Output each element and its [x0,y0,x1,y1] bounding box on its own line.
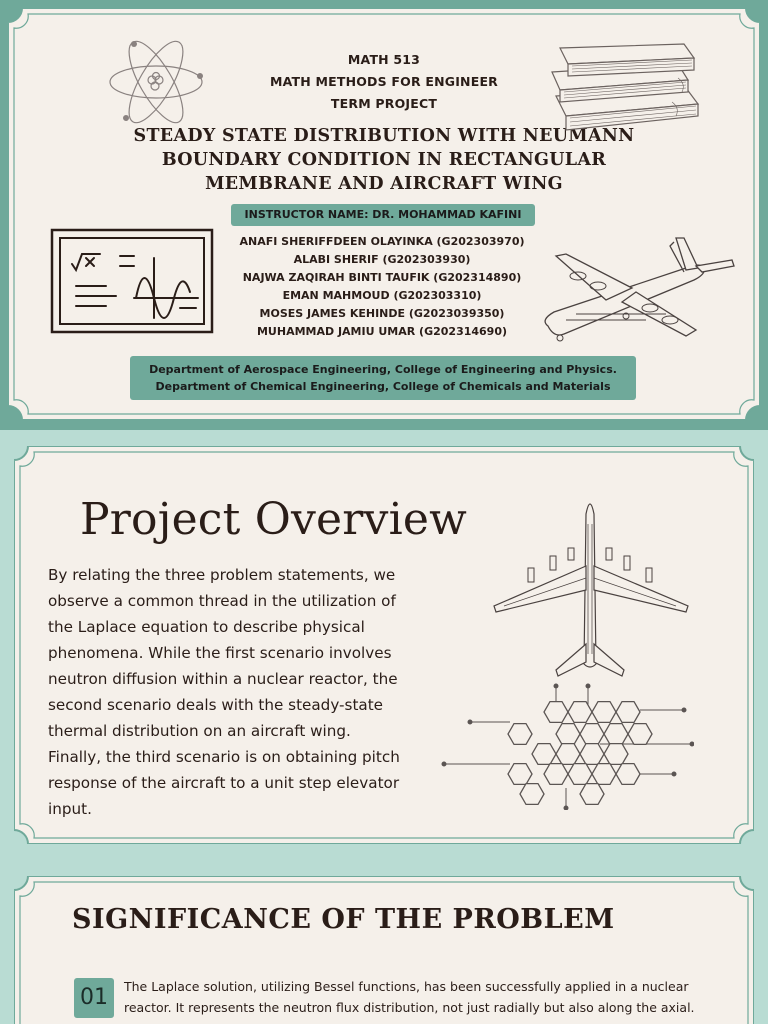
department-line: Department of Aerospace Engineering, College of Engineering and Physics. [149,363,617,376]
hexagon-shape [532,744,556,765]
project-title-line: STEADY STATE DISTRIBUTION WITH NEUMANN [133,126,635,146]
course-code: MATH 513 [347,52,421,67]
hexagon-shape [544,764,568,785]
hexagon-shape [580,724,604,745]
course-name: MATH METHODS FOR ENGINEER [269,74,499,89]
overview-line: response of the aircraft to a unit step elevator [48,774,400,792]
airplane-icon [536,226,742,352]
significance-line: The Laplace solution, utilizing Bessel functions, has been successfully applied in a nuclear [124,979,689,994]
overview-card [14,446,754,844]
overview-line: phenomena. While the first scenario involves [48,644,392,662]
overview-line: thermal distribution on an aircraft wing. [48,722,351,740]
hexagon-shape [568,764,592,785]
hexagon-shape [616,702,640,723]
overview-line: second scenario deals with the steady-state [48,696,383,714]
hexagon-shape [592,702,616,723]
member-name: ALABI SHERIF (G202303930) [293,253,471,266]
hexagon-network-icon [440,682,694,810]
member-name: NAJWA ZAQIRAH BINTI TAUFIK (G202314890) [242,271,522,284]
hexagon-shape [568,702,592,723]
jet-airplane-icon [490,494,694,682]
hexagon-shape [604,724,628,745]
hexagon-shape [544,702,568,723]
significance-card [14,876,754,1024]
overview-paragraph [48,562,438,822]
project-title [94,124,674,196]
member-name: MUHAMMAD JAMIU UMAR (G202314690) [256,325,508,338]
hexagon-shape [508,764,532,785]
hexagon-shape [508,724,532,745]
hexagon-shape [580,744,604,765]
member-list [214,233,550,341]
overview-line: the Laplace equation to describe physical [48,618,365,636]
significance-item-text [124,976,734,1018]
department-badge [130,356,636,400]
item-number-badge: 01 [74,978,114,1018]
atom-icon [104,30,208,134]
overview-line: Finally, the third scenario is on obtaining pitch [48,748,400,766]
member-name: MOSES JAMES KEHINDE (G2023039350) [259,307,505,320]
chalkboard-icon [50,228,214,334]
overview-line: observe a common thread in the utilization of [48,592,396,610]
overview-heading: Project Overview [80,494,467,545]
title-card [8,8,760,420]
books-icon [538,38,708,134]
member-name: EMAN MAHMOUD (G202303310) [282,289,482,302]
hexagon-shape [520,784,544,805]
significance-heading: SIGNIFICANCE OF THE PROBLEM [72,904,615,935]
hexagon-shape [616,764,640,785]
hexagon-shape [556,724,580,745]
hexagon-shape [604,744,628,765]
project-title-line: BOUNDARY CONDITION IN RECTANGULAR [161,150,607,170]
hexagon-shape [556,744,580,765]
hexagon-shape [592,764,616,785]
overview-line: neutron diffusion within a nuclear reactor, the [48,670,398,688]
overview-line: By relating the three problem statements, we [48,566,396,584]
significance-line: reactor. It represents the neutron flux distribution, not just radially but also along the axial. [124,1000,695,1015]
member-name: ANAFI SHERIFFDEEN OLAYINKA (G202303970) [239,235,525,248]
project-title-line: MEMBRANE AND AIRCRAFT WING [205,174,563,194]
hexagon-shape [628,724,652,745]
project-type: TERM PROJECT [330,96,438,111]
hexagon-shape [580,784,604,805]
instructor-badge: INSTRUCTOR NAME: DR. MOHAMMAD KAFINI [231,204,535,226]
overview-line: input. [48,800,92,818]
department-line: Department of Chemical Engineering, College of Chemicals and Materials [155,380,611,393]
